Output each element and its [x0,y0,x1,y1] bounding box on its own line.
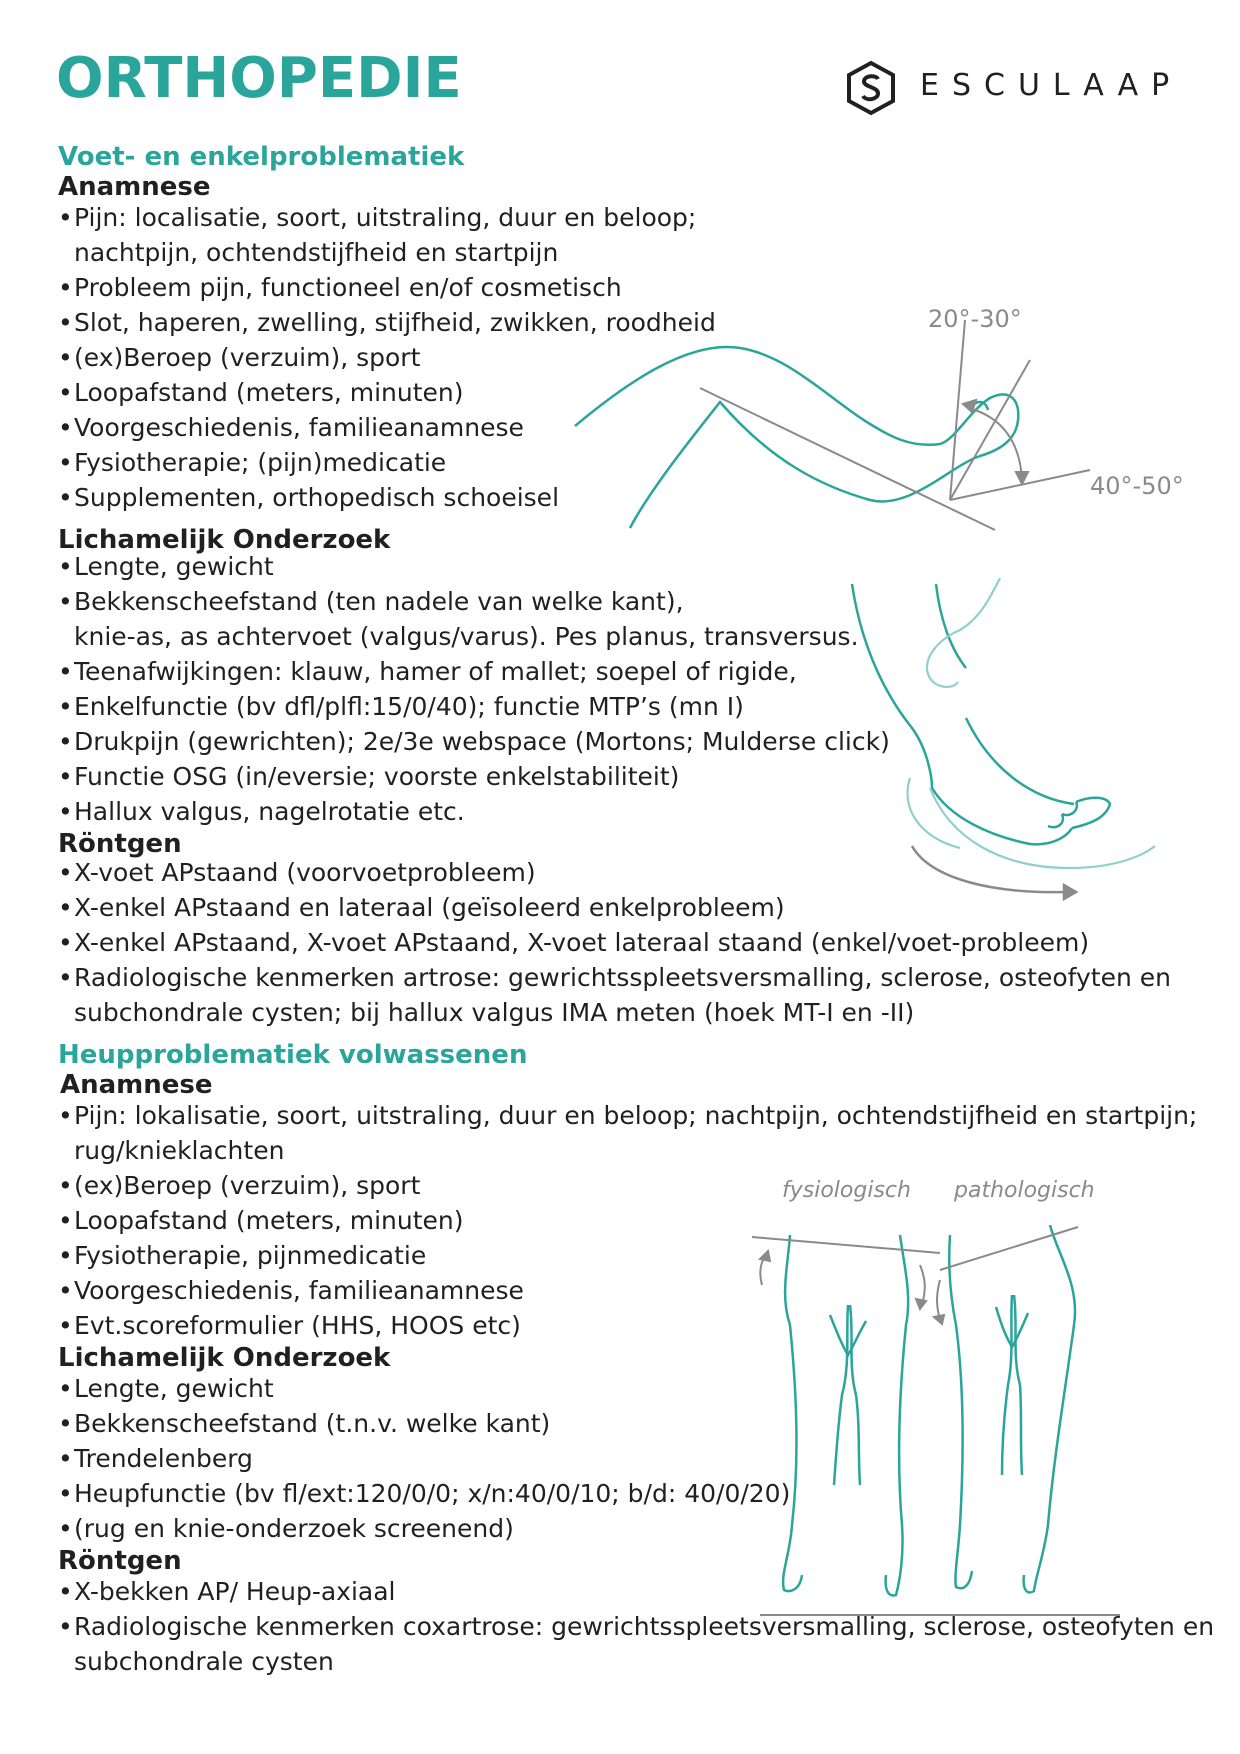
foot-section-title: Voet- en enkelproblematiek [58,142,465,172]
hip-rontgen-heading: Röntgen [58,1546,182,1576]
trendelenburg-illustration [750,1225,1140,1625]
list-item: • Fysiotherapie, pijnmedicatie [58,1238,1214,1273]
list-item: • Drukpijn (gewrichten); 2e/3e webspace (Mortons; Mulderse click) [58,724,1171,759]
hip-section-title: Heupproblematiek volwassenen [58,1040,528,1070]
list-item: • Trendelenberg [58,1441,1214,1476]
list-item: • Radiologische kenmerken coxartrose: gewrichtsspleetsversmalling, sclerose, osteofyten en subchondrale cysten [58,1609,1214,1679]
foot-lo-heading: Lichamelijk Onderzoek [58,525,391,555]
hip-lo-heading: Lichamelijk Onderzoek [58,1343,391,1373]
list-item: • X-enkel APstaand en lateraal (geïsoleerd enkelprobleem) [58,890,1171,925]
list-item: • Lengte, gewicht [58,549,1171,584]
list-item: • Fysiotherapie; (pijn)medicatie [58,445,1171,480]
list-item: • Voorgeschiedenis, familieanamnese [58,1273,1214,1308]
list-item: • Pijn: lokalisatie, soort, uitstraling, duur en beloop; nachtpijn, ochtendstijfheid en startpijn; rug/knieklachten [58,1098,1214,1168]
list-item: • Voorgeschiedenis, familieanamnese [58,410,1171,445]
angle-label-right: 40°-50° [1090,472,1184,500]
list-item: • Loopafstand (meters, minuten) [58,375,1171,410]
foot-eversion-illustration [840,578,1180,908]
list-item: • Enkelfunctie (bv dfl/plfl:15/0/40); functie MTP’s (mn I) [58,689,1171,724]
angle-label-top: 20°-30° [928,305,1022,333]
figure-label-pathologisch: pathologisch [954,1178,1095,1203]
list-item: • Functie OSG (in/eversie; voorste enkelstabiliteit) [58,759,1171,794]
list-item: • Supplementen, orthopedisch schoeisel [58,480,1171,515]
foot-rontgen-heading: Röntgen [58,829,182,859]
list-item: • Lengte, gewicht [58,1371,1214,1406]
list-item: • (ex)Beroep (verzuim), sport [58,340,1171,375]
list-item: • Pijn: localisatie, soort, uitstraling, duur en beloop; nachtpijn, ochtendstijfheid en startpijn [58,200,1171,270]
list-item: • X-bekken AP/ Heup-axiaal [58,1574,1214,1609]
hip-anamnese-heading: Anamnese [60,1070,213,1100]
list-item: • Evt.scoreformulier (HHS, HOOS etc) [58,1308,1214,1343]
list-item: • Loopafstand (meters, minuten) [58,1203,1214,1238]
list-item: • X-voet APstaand (voorvoetprobleem) [58,855,1171,890]
figure-label-fysiologisch: fysiologisch [782,1178,911,1203]
list-item: • Radiologische kenmerken artrose: gewrichtsspleetsversmalling, sclerose, osteofyten en subchondrale cysten; bij hallux valgus IMA meten (hoek MT-I en -II) [58,960,1171,1030]
list-item: • Slot, haperen, zwelling, stijfheid, zwikken, roodheid [58,305,1171,340]
foot-anamnese-heading: Anamnese [58,172,211,202]
list-item: • (rug en knie-onderzoek screenend) [58,1511,1214,1546]
esculaap-logo-icon [845,60,897,116]
brand-name: ESCULAAP [920,68,1183,103]
list-item: • Bekkenscheefstand (ten nadele van welke kant), knie-as, as achtervoet (valgus/varus). Pes planus, transversus. [58,584,1171,654]
brand-logo [845,60,1183,116]
list-item: • Bekkenscheefstand (t.n.v. welke kant) [58,1406,1214,1441]
page-title: ORTHOPEDIE [56,46,462,111]
list-item: • Teenafwijkingen: klauw, hamer of mallet; soepel of rigide, [58,654,1171,689]
list-item: • Probleem pijn, functioneel en/of cosmetisch [58,270,1171,305]
list-item: • (ex)Beroep (verzuim), sport [58,1168,1214,1203]
list-item: • Hallux valgus, nagelrotatie etc. [58,794,1171,829]
list-item: • Heupfunctie (bv fl/ext:120/0/0; x/n:40/0/10; b/d: 40/0/20) [58,1476,1214,1511]
list-item: • X-enkel APstaand, X-voet APstaand, X-voet lateraal staand (enkel/voet-probleem) [58,925,1171,960]
ankle-angle-illustration [570,300,1190,540]
